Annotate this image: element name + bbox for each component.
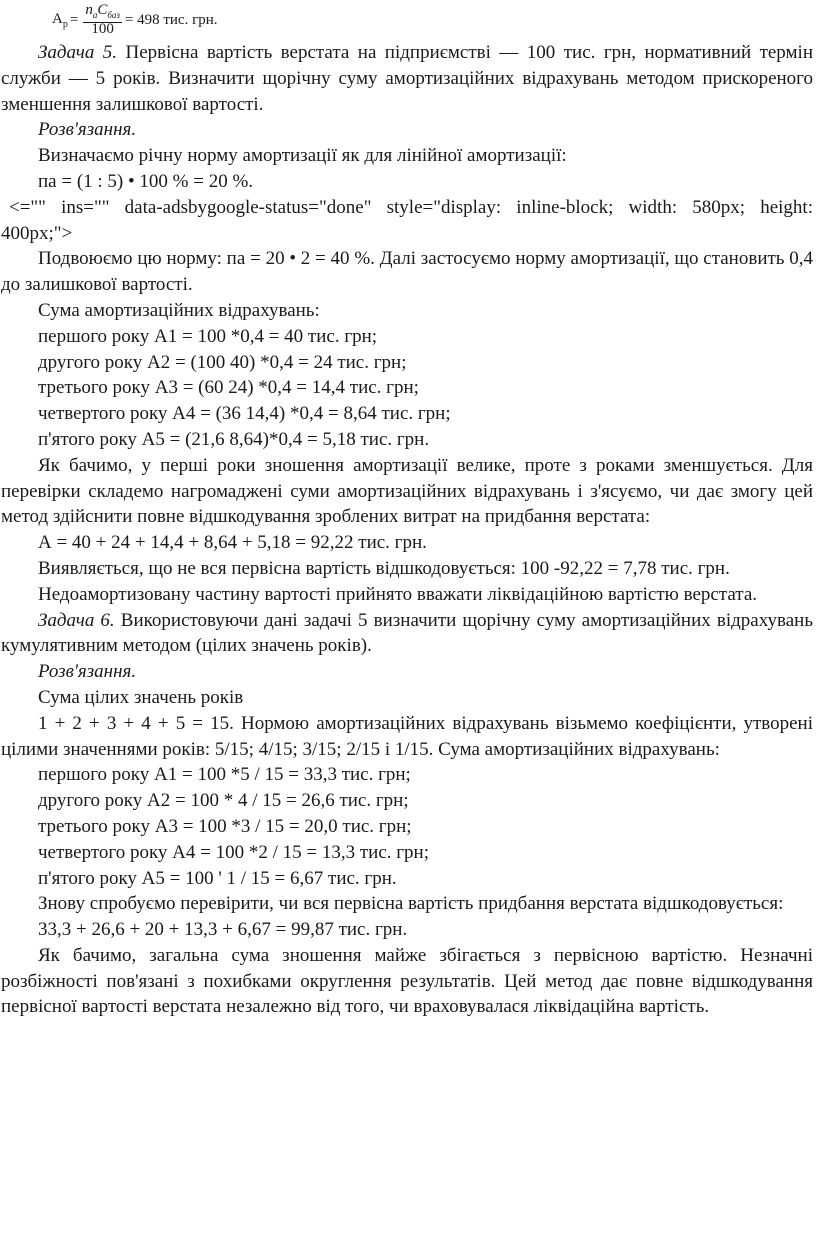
paragraph: па = (1 : 5) • 100 % = 20 %. <box>38 170 254 192</box>
formula-num-n-sub: a <box>92 10 98 20</box>
formula-lhs: A <box>52 10 63 27</box>
paragraph-ad-code: <="" ins="" data-adsbygoogle-status="done" style="display: inline-block; width: 580px; height: 400px;"> <box>1 196 813 244</box>
paragraph: Виявляється, що не вся первісна вартість відшкодовується: 100 -92,22 = 7,78 тис. грн. <box>38 557 730 579</box>
paragraph: Недоамортизовану частину вартості прийнято вважати ліквідаційною вартістю верстата. <box>38 583 758 605</box>
formula-fraction <box>83 4 122 36</box>
solution-label: Розв'язання. <box>38 661 137 683</box>
paragraph: четвертого року А4 = (36 14,4) *0,4 = 8,64 тис. грн; <box>38 403 451 425</box>
paragraph: Сума цілих значень років <box>38 686 244 708</box>
paragraph-task5: Задача 5. Первісна вартість верстата на підприємстві — 100 тис. грн, нормативний термін служби — 5 років. Визначити щорічну суму амортизаційних відрахувань методом прискореного зменшення залишкової вартості. <box>1 42 813 115</box>
paragraph: 33,3 + 26,6 + 20 + 13,3 + 6,67 = 99,87 тис. грн. <box>38 919 408 941</box>
paragraph-task6: Задача 6. Використовуючи дані задачі 5 визначити щорічну суму амортизаційних відрахувань кумулятивним методом (цілих значень років). <box>1 609 813 657</box>
paragraph: 1 + 2 + 3 + 4 + 5 = 15. Нормою амортизаційних відрахувань візьмемо коефіцієнти, утворені цілими значеннями років: 5/15; 4/15; 3/15; 2/15 і 1/15. Сума амортизаційних відрахувань: <box>1 712 813 760</box>
task-label: Задача 6. <box>38 609 115 631</box>
solution-label: Розв'язання. <box>38 119 137 141</box>
paragraph: Подвоюємо цю норму: па = 20 • 2 = 40 %. Далі застосуємо норму амортизації, що становить 0,4 до залишкової вартості. <box>1 248 813 296</box>
formula-lhs-sub: p <box>62 18 68 30</box>
paragraph: п'ятого року А5 = 100 ' 1 / 15 = 6,67 тис. грн. <box>38 867 397 889</box>
document-text <box>1 40 813 1020</box>
paragraph: Визначаємо річну норму амортизації як для лінійної амортизації: <box>38 145 567 167</box>
formula-num-c: C <box>97 2 108 18</box>
paragraph: Знову спробуємо перевірити, чи вся первісна вартість придбання верстата відшкодовується: <box>38 893 784 915</box>
paragraph: п'ятого року А5 = (21,6 8,64)*0,4 = 5,18 тис. грн. <box>38 428 430 450</box>
paragraph: третього року А3 = (60 24) *0,4 = 14,4 тис. грн; <box>38 377 419 399</box>
formula-denominator: 100 <box>91 21 114 37</box>
paragraph: третього року А3 = 100 *3 / 15 = 20,0 тис. грн; <box>38 815 412 837</box>
paragraph: Сума амортизаційних відрахувань: <box>38 299 320 321</box>
task-label: Задача 5. <box>38 42 118 63</box>
paragraph: другого року А2 = 100 * 4 / 15 = 26,6 тис. грн; <box>38 790 409 812</box>
formula-num-n: n <box>85 2 93 18</box>
paragraph: першого року А1 = 100 *5 / 15 = 33,3 тис. грн; <box>38 764 411 786</box>
formula-result: = 498 тис. грн. <box>124 11 218 28</box>
formula-depreciation: $A_p$ = $\frac{n_aC_{баз}}{100}$ = 498 тис. грн. <box>52 2 218 37</box>
paragraph-solution-label <box>1 659 813 685</box>
paragraph: А = 40 + 24 + 14,4 + 8,64 + 5,18 = 92,22 тис. грн. <box>38 532 427 554</box>
paragraph: четвертого року А4 = 100 *2 / 15 = 13,3 тис. грн; <box>38 841 429 863</box>
paragraph-solution-label <box>1 117 813 143</box>
formula-num-c-sub: баз <box>107 10 120 20</box>
paragraph: Як бачимо, загальна сума зношення майже збігається з первісною вартістю. Незначні розбіжності пов'язані з похибками округлення результатів. Цей метод дає повне відшкодування первісної вартості верстата незалежно від того, чи враховувалася ліквідаційна вартість. <box>1 944 813 1018</box>
paragraph: другого року А2 = (100 40) *0,4 = 24 тис. грн; <box>38 351 407 373</box>
paragraph: першого року А1 = 100 *0,4 = 40 тис. грн; <box>38 325 378 347</box>
paragraph: Як бачимо, у перші роки зношення амортизації велике, проте з роками зменшується. Для перевірки складемо нагромаджені суми амортизаційних відрахувань і з'ясуємо, чи дає змогу цей метод здійснити повне відшкодування зроблених витрат на придбання верстата: <box>1 454 813 528</box>
